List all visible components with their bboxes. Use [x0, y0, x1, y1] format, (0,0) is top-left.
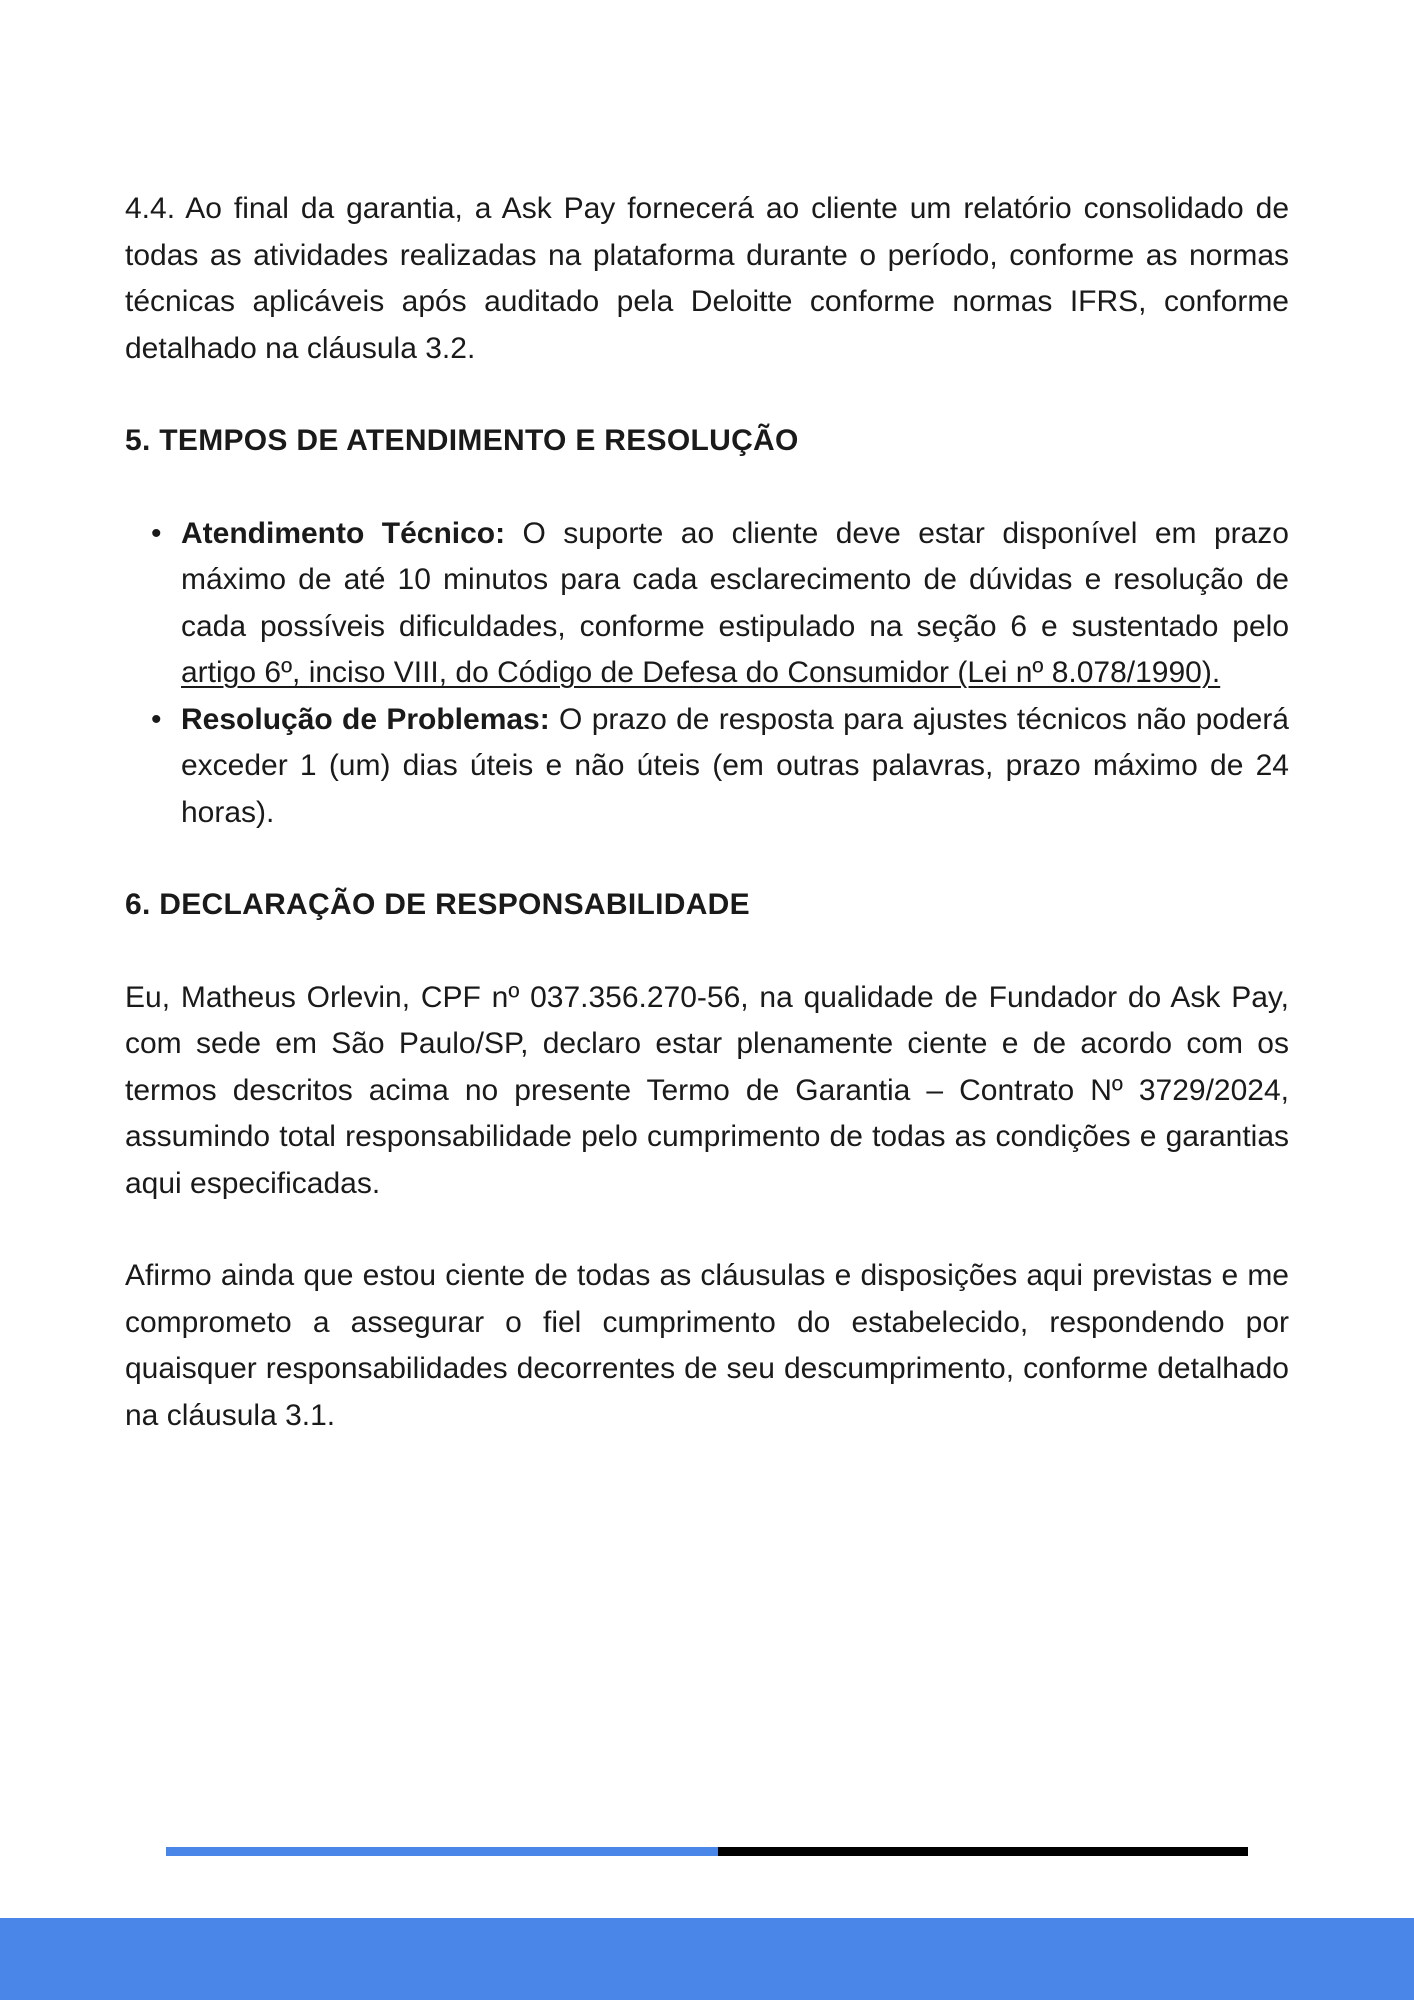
- footer-bar: [0, 1918, 1414, 2000]
- progress-divider: [166, 1847, 1248, 1856]
- legal-reference-link[interactable]: artigo 6º, inciso VIII, do Código de Defesa do Consumidor (Lei nº 8.078/1990).: [181, 656, 1221, 689]
- section-5-title: 5. TEMPOS DE ATENDIMENTO E RESOLUÇÃO: [125, 424, 799, 457]
- list-item: [151, 697, 1289, 837]
- section-5-list: [125, 511, 1289, 837]
- declaration-paragraph-1: Eu, Matheus Orlevin, CPF nº 037.356.270-56, na qualidade de Fundador do Ask Pay, com sede em São Paulo/SP, declaro estar plenamente ciente e de acordo com os termos descritos acima no presente Termo de Garantia – Contrato Nº 3729/2024, assumindo total responsabilidade pelo cumprimento de todas as condições e garantias aqui especificadas.: [125, 980, 1289, 1200]
- bullet-icon: •: [151, 516, 162, 550]
- list-item: [151, 511, 1289, 697]
- progress-fill: [166, 1847, 718, 1856]
- clause-4-4: 4.4. Ao final da garantia, a Ask Pay fornecerá ao cliente um relatório consolidado de todas as atividades realizadas na plataforma durante o período, conforme as normas técnicas aplicáveis após auditado pela Deloitte conforme normas IFRS, conforme detalhado na cláusula 3.2.: [125, 192, 1289, 365]
- item-label: Atendimento Técnico:: [181, 516, 506, 550]
- item-text: O suporte ao cliente deve estar disponível em prazo máximo de até 10 minutos para cada esclarecimento de dúvidas e resolução de cada possíveis dificuldades, conforme estipulado na seção 6 e sustentado pelo: [181, 516, 1289, 643]
- item-text: O prazo de resposta para ajustes técnicos não poderá exceder 1 (um) dias úteis e não úteis (em outras palavras, prazo máximo de 24 horas).: [181, 702, 1289, 829]
- document-body: [125, 186, 1289, 1439]
- bullet-icon: •: [151, 702, 162, 736]
- item-label: Resolução de Problemas:: [181, 702, 550, 736]
- section-6-title: 6. DECLARAÇÃO DE RESPONSABILIDADE: [125, 888, 750, 921]
- declaration-paragraph-2: Afirmo ainda que estou ciente de todas as cláusulas e disposições aqui previstas e me comprometo a assegurar o fiel cumprimento do estabelecido, respondendo por quaisquer responsabilidades decorrentes de seu descumprimento, conforme detalhado na cláusula 3.1.: [125, 1259, 1289, 1432]
